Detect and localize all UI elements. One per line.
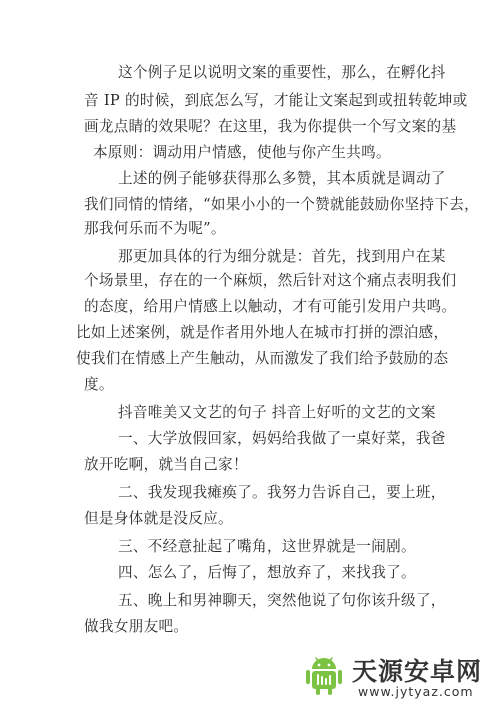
text-line: 我们同情的情绪，“如果小小的一个赞就能鼓励你坚持下去， (84, 196, 480, 213)
section-heading: 抖音唯美又文艺的句子 抖音上好听的文艺的文案 (118, 404, 436, 421)
text-line: 度。 (84, 376, 114, 393)
text-line: 画龙点睛的效果呢？在这里，我为你提供一个写文案的基 (84, 118, 457, 135)
text-line: 上述的例子能够获得那么多赞，其本质就是调动了 (118, 170, 446, 187)
android-robot-icon (302, 654, 346, 698)
text-line: 三、不经意扯起了嘴角，这世界就是一闹剧。 (118, 538, 416, 555)
text-line: 放开吃啊，就当自己家！ (84, 456, 248, 473)
text-line: 个场景里，存在的一个麻烦，然后针对这个痛点表明我们 (84, 272, 457, 289)
site-watermark (302, 650, 492, 702)
text-line: 四、怎么了，后悔了，想放弃了，来找我了。 (118, 564, 416, 581)
text-line: 这个例子足以说明文案的重要性，那么，在孵化抖 (118, 64, 446, 81)
text-line: 二、我发现我瘫痪了。我努力告诉自己，要上班， (118, 484, 446, 501)
text-line: 的态度，给用户情感上以触动，才有可能引发用户共鸣。 (84, 298, 457, 315)
text-line: 比如上述案例，就是作者用外地人在城市打拼的漂泊感， (76, 324, 449, 341)
text-line: 音 IP 的时候，到底怎么写，才能让文案起到或扭转乾坤或 (84, 92, 468, 109)
text-line: 那更加具体的行为细分就是：首先，找到用户在某 (118, 248, 446, 265)
watermark-site-url: www.jytyaz.com (358, 684, 474, 699)
text-line: 那我何乐而不为呢”。 (84, 220, 226, 237)
text-line: 但是身体就是没反应。 (84, 510, 233, 527)
text-line: 本原则：调动用户情感，使他与你产生共鸣。 (93, 144, 391, 161)
text-line: 使我们在情感上产生触动，从而激发了我们给予鼓励的态 (76, 350, 449, 367)
text-line: 一、大学放假回家，妈妈给我做了一桌好菜，我爸 (118, 430, 446, 447)
watermark-site-name: 天源安卓网 (352, 657, 483, 686)
text-line: 做我女朋友吧。 (84, 618, 189, 635)
text-line: 五、晚上和男神聊天，突然他说了句你该升级了， (118, 592, 446, 609)
